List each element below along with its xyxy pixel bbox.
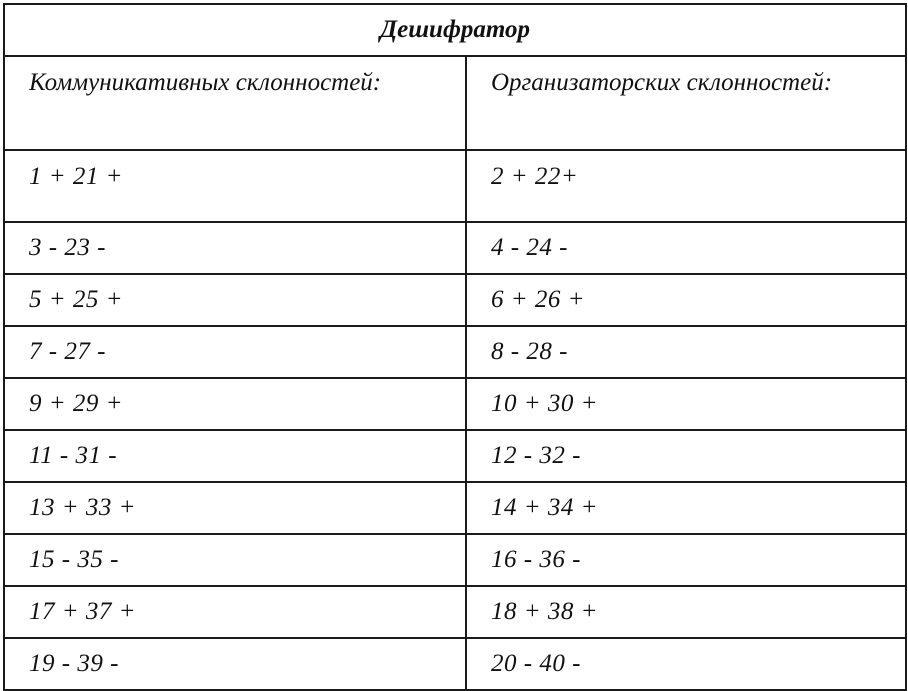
cell-organizational: 16 - 36 - xyxy=(466,534,906,586)
header-row xyxy=(4,56,906,150)
cell-communicative: 3 - 23 - xyxy=(4,222,466,274)
decoder-table-container xyxy=(3,3,905,688)
decoder-table xyxy=(3,3,907,691)
cell-communicative: 19 - 39 - xyxy=(4,638,466,690)
title-row xyxy=(4,4,906,56)
table-title: Дешифратор xyxy=(4,4,906,56)
cell-organizational: 10 + 30 + xyxy=(466,378,906,430)
table-row xyxy=(4,430,906,482)
cell-organizational: 18 + 38 + xyxy=(466,586,906,638)
cell-communicative: 17 + 37 + xyxy=(4,586,466,638)
table-row xyxy=(4,326,906,378)
cell-organizational: 14 + 34 + xyxy=(466,482,906,534)
cell-communicative: 13 + 33 + xyxy=(4,482,466,534)
cell-communicative: 15 - 35 - xyxy=(4,534,466,586)
cell-communicative: 9 + 29 + xyxy=(4,378,466,430)
table-row xyxy=(4,274,906,326)
cell-organizational: 2 + 22+ xyxy=(466,150,906,222)
cell-communicative: 11 - 31 - xyxy=(4,430,466,482)
cell-organizational: 12 - 32 - xyxy=(466,430,906,482)
table-row xyxy=(4,150,906,222)
cell-communicative: 1 + 21 + xyxy=(4,150,466,222)
table-row xyxy=(4,222,906,274)
table-row xyxy=(4,586,906,638)
cell-communicative: 5 + 25 + xyxy=(4,274,466,326)
header-communicative: Коммуникативных склонностей: xyxy=(4,56,466,150)
table-row xyxy=(4,638,906,690)
cell-communicative: 7 - 27 - xyxy=(4,326,466,378)
header-organizational: Организаторских склонностей: xyxy=(466,56,906,150)
table-row xyxy=(4,534,906,586)
table-row xyxy=(4,378,906,430)
cell-organizational: 20 - 40 - xyxy=(466,638,906,690)
cell-organizational: 6 + 26 + xyxy=(466,274,906,326)
table-row xyxy=(4,482,906,534)
cell-organizational: 8 - 28 - xyxy=(466,326,906,378)
cell-organizational: 4 - 24 - xyxy=(466,222,906,274)
